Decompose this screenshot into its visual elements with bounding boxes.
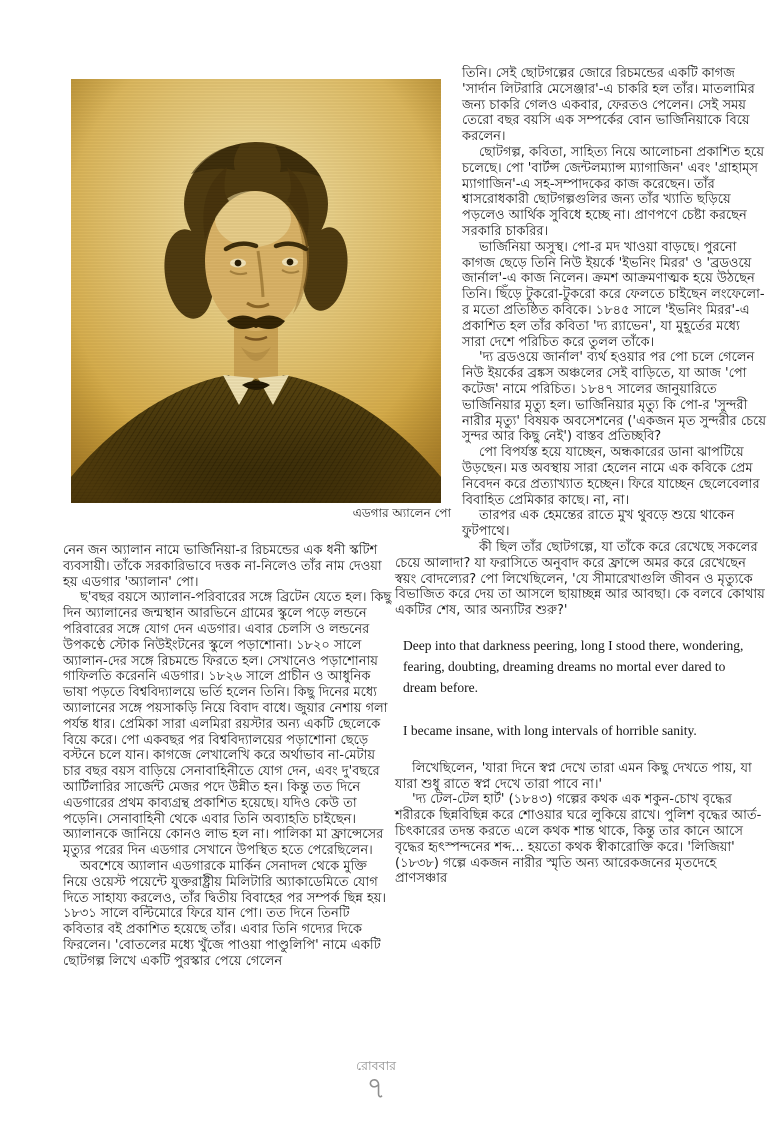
article-paragraph: ভার্জিনিয়া অসুস্থ। পো-র মদ খাওয়া বাড়ছে। পুরনো কাগজ ছেড়ে তিনি নিউ ইয়র্কে 'ইভনিং মিরর' ও 'ব্রডওয়ে জার্নাল'-এ কাজ নিলেন। ক্রমশ আক্রমণাত্মক হয়ে উঠছেন তিনি। ছিঁড়ে টুকরো-টুকরো করে ফেলতে চাইছেন লংফেলো-র মতো প্রতিষ্ঠিত কবিকে। ১৮৪৫ সালে 'ইভনিং মিরর'-এ প্রকাশিত হল তাঁর কবিতা 'দ্য র‍্যাভেন', যা মুহূর্তের মধ্যে সারা দেশে পরিচিত করে তুলল তাঁকে। bbox=[462, 239, 765, 350]
right-column bbox=[395, 66, 767, 887]
left-column bbox=[63, 543, 392, 970]
article-paragraph: তারপর এক হেমন্তের রাতে মুখ থুবড়ে শুয়ে থাকেন ফুটপাথে। bbox=[462, 508, 735, 540]
article-paragraph: নেন জন অ্যালান নামে ভার্জিনিয়া-র রিচমন্ডের এক ধনী স্কটিশ ব্যবসায়ী। তাঁকে সরকারিভাবে দত্তক না-নিলেও তাঁর নাম দেওয়া হয় এডগার 'অ্যালান' পো। bbox=[63, 543, 382, 590]
poe-portrait-illustration bbox=[71, 79, 441, 503]
section-name: রোববার bbox=[356, 1058, 396, 1073]
english-quote: I became insane, with long intervals of horrible sanity. bbox=[403, 722, 697, 738]
article-paragraph: ছ'বছর বয়সে অ্যালান-পরিবারের সঙ্গে ব্রিটেন যেতে হল। কিছু দিন অ্যালানের জন্মস্থান আরভিনে গ্রামের স্কুলে পড়ে লন্ডনে পরিবারের সঙ্গে যোগ দেন এডগার। এবার চেলসি ও লন্ডনের উপকণ্ঠে স্টোক নিউইংটনের স্কুলে পড়াশোনা। ১৮২০ সালে অ্যালান-দের সঙ্গে রিচমন্ডে ফিরতে হল। সেখানেও পড়াশোনায় গাফিলতি করেননি এডগার। ১৮২৬ সালে প্রাচীন ও আধুনিক ভাষা পড়তে বিশ্ববিদ্যালয়ে ভর্তি হলেন তিনি। কিছু দিনের মধ্যে অ্যালানের সঙ্গে পয়সাকড়ি নিয়ে বিবাদ বাধে। জুয়ার নেশায় গলা পর্যন্ত ধার। প্রেমিকা সারা এলমিরা রয়স্টার অন্য একটি ছেলেকে বিয়ে করে। পো একবছর পর বিশ্ববিদ্যালয়ের পড়াশোনা ছেড়ে বস্টনে চলে যান। কাগজে লেখালেখি করে অর্থাভাব না-মেটায় চার বছর বয়স বাড়িয়ে সেনাবাহিনীতে যোগ দেন, এবং দু'বছরে আর্টিলারির সার্জেন্ট মেজর পদে উন্নীত হন। কিন্তু তত দিনে এডগারের প্রথম কাব্যগ্রন্থ প্রকাশিত হয়েছে। যদিও কেউ তা পড়েনি। সেনাবাহিনী থেকে এবার তিনি অব্যাহতি চাইছেন। অ্যালানকে জানিয়ে কোনও লাভ হল না। পালিকা মা ফ্রান্সেসের মৃত্যুর পরের দিন এডগার সেখানে উপস্থিত হতে পেরেছিলেন। bbox=[63, 590, 392, 859]
article-paragraph: 'দ্য টেল-টেল হার্ট' (১৮৪৩) গল্পের কথক এক শকুন-চোখ বৃদ্ধের শরীরকে ছিন্নবিছিন্ন করে শোওয়ার ঘরে লুকিয়ে রাখে। পুলিশ বৃদ্ধের আর্ত-চিৎকারের তদন্ত করতে এলে কথক শান্ত থাকে, কিন্তু তার কানে আসে বৃদ্ধের হৃৎস্পন্দনের শব্দ... হয়তো কথক স্বীকারোক্তি করে। 'লিজিয়া' (১৮৩৮) গল্পে একজন নারীর স্মৃতি অন্য আরেকজনের মৃতদেহে প্রাণসঞ্চার bbox=[395, 792, 762, 887]
page-footer bbox=[331, 1058, 421, 1105]
article-paragraph: তিনি। সেই ছোটগল্পের জোরে রিচমন্ডের একটি কাগজ 'সার্দান লিটরারি মেসেঞ্জার'-এ চাকরি হল তাঁর। মাতলামির জন্য চাকরি গেলও একবার, ফেরতও পেলেন। সেই সময় তেরো বছর বয়সি এক সম্পর্কের বোন ভার্জিনিয়াকে বিয়ে করলেন। bbox=[462, 66, 755, 145]
poe-portrait-image bbox=[71, 79, 441, 503]
image-wrap-spacer bbox=[395, 66, 462, 544]
article-paragraph: কী ছিল তাঁর ছোটগল্পে, যা তাঁকে করে রেখেছে সকলের চেয়ে আলাদা? যা ফরাসিতে অনুবাদ করে ফ্রান্সে অমর করে রেখেছেন স্বয়ং বোদল্যের? পো লিখেছিলেন, 'যে সীমারেখাগুলি জীবন ও মৃত্যুকে বিভাজিত করে দেয় তা আসলে ছায়াচ্ছন্ন আর আবছা। কে বলবে কোথায় একটির শেষ, আর অন্যটির শুরু?' bbox=[395, 539, 765, 619]
article-paragraph: পো বিপর্যস্ত হয়ে যাচ্ছেন, অন্ধকারের ডানা ঝাপটিয়ে উড়ছেন। মত্ত অবস্থায় সারা হেলেন নামে এক কবিকে প্রেম নিবেদন করে প্রত্যাখ্যাত হচ্ছেন। ফিরে যাচ্ছেন ছেলেবেলার বিবাহিত প্রেমিকার কাছে। না, না। bbox=[462, 445, 760, 508]
article-paragraph: লিখেছিলেন, 'যারা দিনে স্বপ্ন দেখে তারা এমন কিছু দেখতে পায়, যা যারা শুধু রাতে স্বপ্ন দেখে তারা পাবে না।' bbox=[395, 760, 752, 792]
article-paragraph: 'দ্য ব্রডওয়ে জার্নাল' ব্যর্থ হওয়ার পর পো চলে গেলেন নিউ ইয়র্কের ব্রঙ্কস অঞ্চলের সেই বাড়িতে, যা আজ 'পো কটেজ' নামে পরিচিত। ১৮৪৭ সালের জানুয়ারিতে ভার্জিনিয়ার মৃত্যু হল। ভার্জিনিয়ার মৃত্যু কি পো-র 'সুন্দরী নারীর মৃত্যু' বিষয়ক অবসেশনের ('একজন মৃত সুন্দরীর চেয়ে সুন্দর আর কিছু নেই') বাস্তব প্রতিচ্ছবি? bbox=[462, 350, 767, 445]
english-quote: Deep into that darkness peering, long I stood there, wondering, fearing, doubting, dreaming dreams no mortal ever dared to dream before. bbox=[403, 637, 744, 695]
article-paragraph: ছোটগল্প, কবিতা, সাহিত্য নিয়ে আলোচনা প্রকাশিত হয়ে চলেছে। পো 'বার্টন্স জেন্টলম্যান্স ম্যাগাজিন' এবং 'গ্রাহাম্স ম্যাগাজিন'-এ সহ-সম্পাদকের কাজ করেছেন। তাঁর শ্বাসরোধকারী ছোটগল্পগুলির জন্য তাঁর খ্যাতি ছড়িয়ে পড়লেও আর্থিক সুবিধে হচ্ছে না। প্রাণপণে চেষ্টা করছেন সরকারি চাকরির। bbox=[462, 144, 765, 239]
page-number: ৭ bbox=[366, 1071, 386, 1106]
article-paragraph: অবশেষে অ্যালান এডগারকে মার্কিন সেনাদল থেকে মুক্তি নিয়ে ওয়েস্ট পয়েন্টে যুক্তরাষ্ট্রীয় মিলিটারি অ্যাকাডেমিতে যোগ দিতে সাহায্য করলেও, তাঁর দ্বিতীয় বিবাহের পর সম্পর্ক ছিন্ন হয়। ১৮৩১ সালে বল্টিমোরে ফিরে যান পো। তত দিনে তিনটি কবিতার বই প্রকাশিত হয়েছে তাঁর। এবার তিনি গদ্যের দিকে ফিরলেন। 'বোতলের মধ্যে খুঁজে পাওয়া পাণ্ডুলিপি' নামে একটি ছোটগল্প লিখে একটি পুরস্কার পেয়ে গেলেন bbox=[63, 858, 387, 969]
portrait-caption: এডগার অ্যালেন পো bbox=[352, 506, 451, 520]
